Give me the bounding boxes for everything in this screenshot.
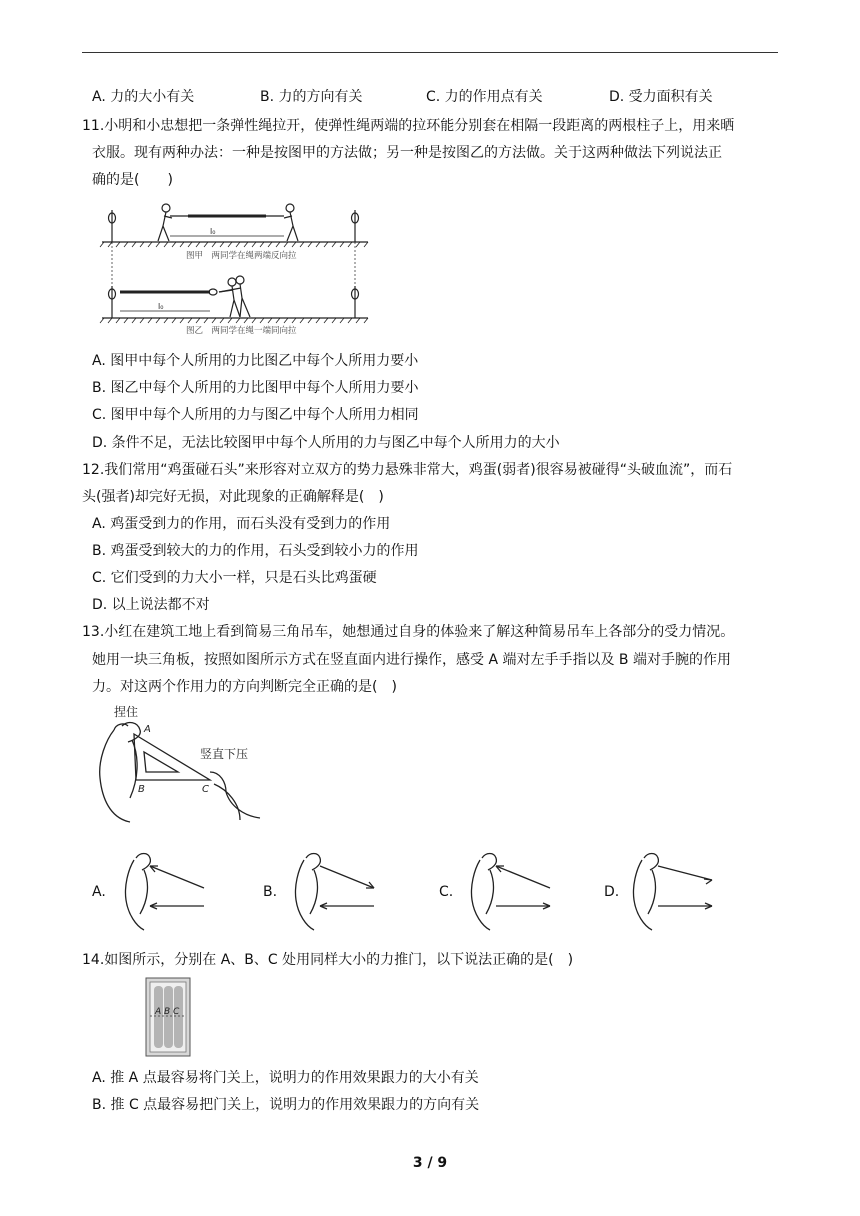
q11-fig-length-top: l₀ (210, 227, 216, 236)
q13-fig-point-a: A (144, 724, 151, 735)
q13-stem-line3: 力。对这两个作用力的方向判断完全正确的是( ) (92, 679, 397, 695)
q12-stem-line1: 12.我们常用“鸡蛋碰石头”来形容对立双方的势力悬殊非常大，鸡蛋(弱者)很容易被碰得“头破血流”，而石 (82, 462, 733, 478)
q12-option-d: D. 以上说法都不对 (92, 597, 210, 613)
q10-option-b: B. 力的方向有关 (260, 89, 363, 105)
q11-option-a: A. 图甲中每个人所用的力比图乙中每个人所用力要小 (92, 353, 419, 369)
q13-option-d-label: D. (604, 884, 620, 900)
q13-option-b-label: B. (263, 884, 278, 900)
q13-fig-label-hold: 捏住 (114, 705, 139, 719)
q11-figure-rope (98, 200, 374, 338)
q10-option-a: A. 力的大小有关 (92, 89, 195, 105)
q14-stem: 14.如图所示，分别在 A、B、C 处用同样大小的力推门，以下说法正确的是( ) (82, 952, 574, 968)
q11-stem-line1: 11.小明和小忠想把一条弹性绳拉开，使弹性绳两端的拉环能分别套在相隔一段距离的两根柱子上，用来晒 (82, 118, 735, 134)
q14-option-a: A. 推 A 点最容易将门关上，说明力的作用效果跟力的大小有关 (92, 1070, 479, 1086)
q12-option-b: B. 鸡蛋受到较大的力的作用，石头受到较小力的作用 (92, 543, 419, 559)
q11-stem-line2: 衣服。现有两种办法：一种是按图甲的方法做；另一种是按图乙的方法做。关于这两种做法下列说法正 (92, 145, 722, 161)
q12-stem-line2: 头(强者)却完好无损，对此现象的正确解释是( ) (82, 489, 384, 505)
q10-option-c: C. 力的作用点有关 (426, 89, 543, 105)
q11-option-b: B. 图乙中每个人所用的力比图甲中每个人所用力要小 (92, 380, 419, 396)
q12-option-c: C. 它们受到的力大小一样，只是石头比鸡蛋硬 (92, 570, 377, 586)
q13-option-b-diagram (284, 846, 380, 932)
q11-stem-line3: 确的是( ) (92, 172, 173, 188)
q14-option-b: B. 推 C 点最容易把门关上，说明力的作用效果跟力的方向有关 (92, 1097, 480, 1113)
q11-fig-caption-b: 图乙 两同学在绳一端同向拉 (186, 326, 297, 336)
q13-option-c-diagram (460, 846, 556, 932)
q13-fig-label-press: 竖直下压 (200, 747, 249, 761)
header-rule (82, 52, 778, 53)
q13-option-c-label: C. (439, 884, 454, 900)
q10-option-d: D. 受力面积有关 (609, 89, 713, 105)
q11-fig-caption-a: 图甲 两同学在绳两端反向拉 (186, 251, 297, 261)
q13-fig-point-b: B (138, 784, 145, 795)
q12-option-a: A. 鸡蛋受到力的作用，而石头没有受到力的作用 (92, 516, 391, 532)
q13-figure-triangle (92, 700, 268, 830)
q13-fig-point-c: C (202, 784, 209, 795)
q13-option-d-diagram (622, 846, 718, 932)
page-number: 3 / 9 (412, 1155, 448, 1171)
q13-stem-line1: 13.小红在建筑工地上看到简易三角吊车，她想通过自身的体验来了解这种简易吊车上各部分的受力情况。 (82, 624, 735, 640)
q14-fig-labels: A B C (155, 1007, 180, 1017)
q13-stem-line2: 她用一块三角板，按照如图所示方式在竖直面内进行操作，感受 A 端对左手手指以及 B 端对手腕的作用 (92, 652, 731, 668)
q11-option-d: D. 条件不足，无法比较图甲中每个人所用的力与图乙中每个人所用力的大小 (92, 435, 560, 451)
q13-option-a-diagram (114, 846, 210, 932)
q14-figure-door (144, 976, 192, 1058)
q13-option-a-label: A. (92, 884, 106, 900)
q11-option-c: C. 图甲中每个人所用的力与图乙中每个人所用力相同 (92, 407, 419, 423)
q11-fig-length-bottom: l₀ (158, 302, 164, 311)
